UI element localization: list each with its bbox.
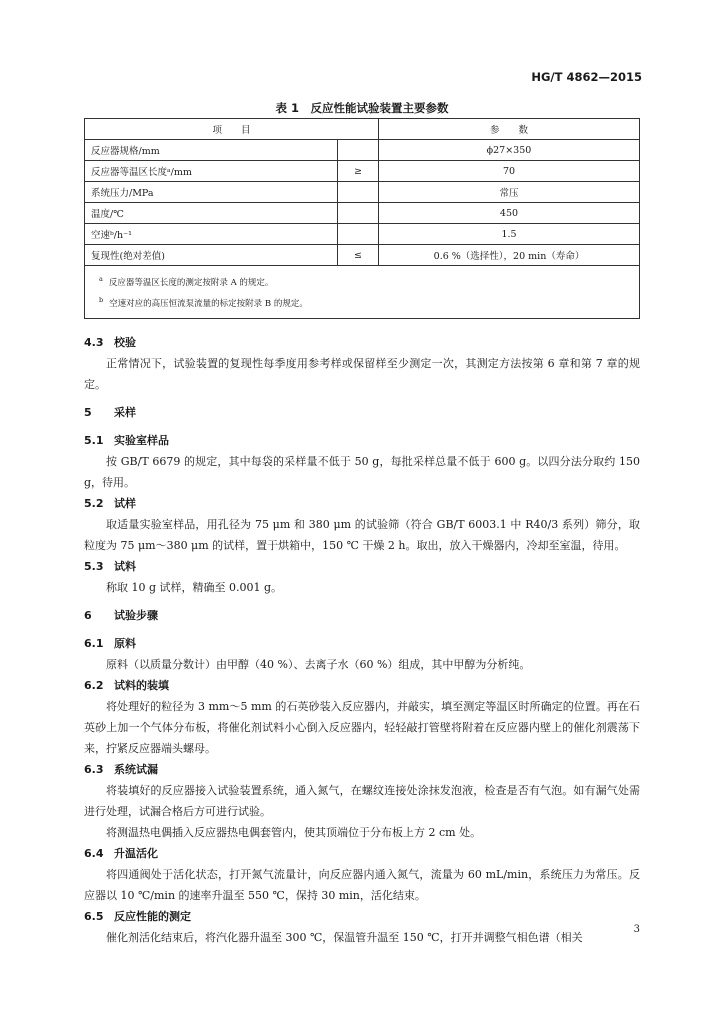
row-sign xyxy=(338,182,379,203)
row-sign xyxy=(338,203,379,224)
table-row xyxy=(85,182,640,203)
paragraph: 取适量实验室样品，用孔径为 75 μm 和 380 μm 的试验筛（符合 GB/T 6003.1 中 R40/3 系列）筛分，取粒度为 75 μm～380 μm 的试样，置于烘箱中，150 ℃ 干燥 2 h。取出，放入干燥器内，冷却至室温，待用。 xyxy=(84,518,640,552)
row-item: 反应器等温区长度ᵃ/mm xyxy=(85,161,338,182)
section-number: 6.1 xyxy=(84,637,104,650)
table-row xyxy=(85,224,640,245)
row-value: ϕ27×350 xyxy=(379,140,640,161)
section-heading xyxy=(84,906,640,927)
section-number: 6.2 xyxy=(84,679,104,692)
section-title: 实验室样品 xyxy=(114,434,169,447)
section-number: 6.3 xyxy=(84,763,104,776)
section-title: 试验步骤 xyxy=(114,609,158,622)
section-number: 5.2 xyxy=(84,497,104,510)
section-number: 5.3 xyxy=(84,560,104,573)
table-caption: 表 1 反应性能试验装置主要参数 xyxy=(275,101,449,115)
section-heading xyxy=(84,605,640,626)
row-item: 空速ᵇ/h⁻¹ xyxy=(85,224,338,245)
row-value: 70 xyxy=(379,161,640,182)
table-row xyxy=(85,140,640,161)
row-value: 0.6 %（选择性），20 min（寿命） xyxy=(379,245,640,266)
section-heading xyxy=(84,843,640,864)
section-heading xyxy=(84,430,640,451)
paragraph: 将装填好的反应器接入试验装置系统，通入氮气，在螺纹连接处涂抹发泡液，检查是否有气泡。如有漏气处需进行处理，试漏合格后方可进行试验。 xyxy=(84,784,640,818)
section-number: 6 xyxy=(84,609,92,622)
table-footnotes-row xyxy=(85,266,640,319)
footnote-text: 空速对应的高压恒流泵流量的标定按附录 B 的规定。 xyxy=(109,298,308,309)
row-value: 常压 xyxy=(379,182,640,203)
section-title: 试料 xyxy=(114,560,136,573)
section-heading xyxy=(84,493,640,514)
paragraph: 催化剂活化结束后，将汽化器升温至 300 ℃，保温管升温至 150 ℃，打开并调整气相色谱（相关 xyxy=(106,931,583,944)
section-heading xyxy=(84,759,640,780)
footnote-mark: b xyxy=(99,295,104,304)
section-title: 升温活化 xyxy=(114,847,158,860)
footnote xyxy=(91,292,633,313)
section-heading xyxy=(84,402,640,423)
section-title: 系统试漏 xyxy=(114,763,158,776)
footnote xyxy=(91,271,633,292)
col-header-param: 参 数 xyxy=(379,119,640,140)
row-sign: ≥ xyxy=(338,161,379,182)
section-title: 试料的装填 xyxy=(114,679,169,692)
footnote-text: 反应器等温区长度的测定按附录 A 的规定。 xyxy=(108,277,274,288)
footnotes-cell xyxy=(85,266,640,319)
section-heading xyxy=(84,556,640,577)
section-number: 6.4 xyxy=(84,847,104,860)
table-row xyxy=(85,161,640,182)
row-item: 温度/℃ xyxy=(85,203,338,224)
page-number: 3 xyxy=(633,924,640,935)
col-header-item: 项 目 xyxy=(85,119,379,140)
section-number: 5.1 xyxy=(84,434,104,447)
section-number: 5 xyxy=(84,406,92,419)
paragraph: 按 GB/T 6679 的规定，其中每袋的采样量不低于 50 g，每批采样总量不低于 600 g。以四分法分取约 150 g，待用。 xyxy=(84,455,640,489)
paragraph: 原料（以质量分数计）由甲醇（40 %）、去离子水（60 %）组成，其中甲醇为分析纯。 xyxy=(106,658,531,671)
parameters-table xyxy=(84,118,640,319)
section-heading xyxy=(84,675,640,696)
section-number: 6.5 xyxy=(84,910,104,923)
paragraph: 正常情况下，试验装置的复现性每季度用参考样或保留样至少测定一次，其测定方法按第 6 章和第 7 章的规定。 xyxy=(84,357,640,391)
row-item: 系统压力/MPa xyxy=(85,182,338,203)
section-heading xyxy=(84,332,640,353)
section-heading xyxy=(84,633,640,654)
table-row xyxy=(85,203,640,224)
body-content xyxy=(84,332,640,948)
footnote-mark: a xyxy=(99,275,103,283)
row-value: 1.5 xyxy=(379,224,640,245)
section-title: 试样 xyxy=(114,497,136,510)
paragraph: 将测温热电偶插入反应器热电偶套管内，使其顶端位于分布板上方 2 cm 处。 xyxy=(106,826,482,839)
row-sign xyxy=(338,224,379,245)
table-row xyxy=(85,245,640,266)
section-number: 4.3 xyxy=(84,336,104,349)
row-sign: ≤ xyxy=(338,245,379,266)
row-item: 反应器规格/mm xyxy=(85,140,338,161)
row-value: 450 xyxy=(379,203,640,224)
paragraph: 将处理好的粒径为 3 mm～5 mm 的石英砂装入反应器内，并敲实，填至测定等温区时所确定的位置。再在石英砂上加一个气体分布板，将催化剂试料小心倒入反应器内，轻轻敲打管壁将附着在反应器内壁上的催化剂震荡下来，拧紧反应器端头螺母。 xyxy=(84,700,640,755)
row-sign xyxy=(338,140,379,161)
section-title: 采样 xyxy=(114,406,136,419)
row-item: 复现性(绝对差值) xyxy=(85,245,338,266)
standard-code: HG/T 4862—2015 xyxy=(531,70,642,84)
paragraph: 称取 10 g 试样，精确至 0.001 g。 xyxy=(106,581,283,594)
paragraph: 将四通阀处于活化状态，打开氮气流量计，向反应器内通入氮气，流量为 60 mL/min，系统压力为常压。反应器以 10 ℃/min 的速率升温至 550 ℃，保持 30 min，活化结束。 xyxy=(84,868,640,902)
section-title: 原料 xyxy=(114,637,136,650)
section-title: 校验 xyxy=(114,336,136,349)
table-header-row xyxy=(85,119,640,140)
section-title: 反应性能的测定 xyxy=(114,910,191,923)
